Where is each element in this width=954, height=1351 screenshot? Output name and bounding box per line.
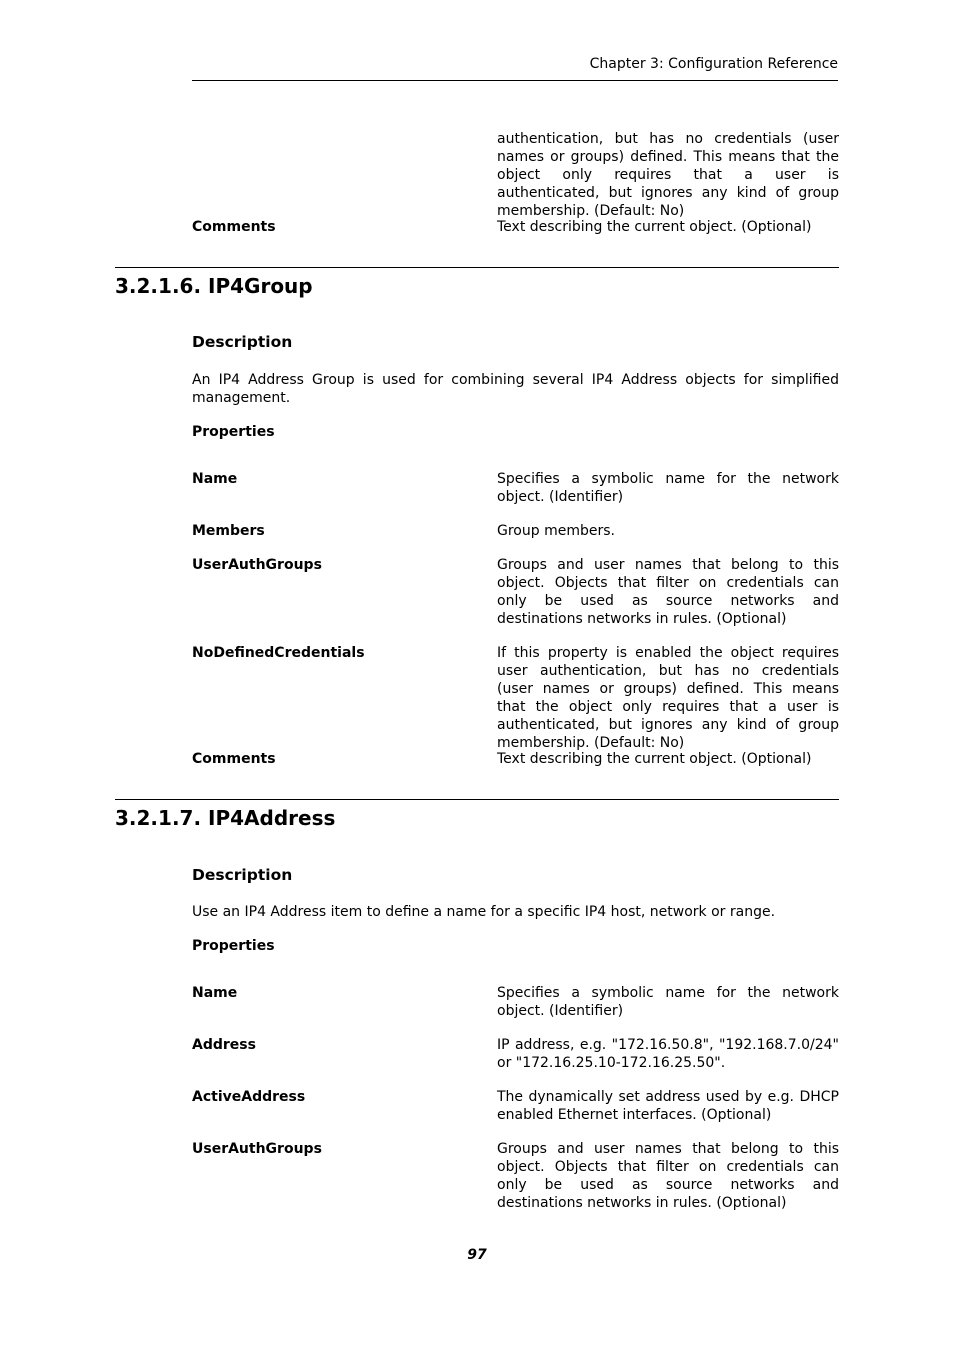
- chapter-title: Chapter 3: Configuration Reference: [589, 56, 838, 72]
- property-desc-name: Specifies a symbolic name for the network object. (Identifier): [497, 985, 839, 1019]
- section-divider: [115, 799, 839, 800]
- property-desc-name: Specifies a symbolic name for the network object. (Identifier): [497, 471, 839, 505]
- description-heading: Description: [192, 333, 293, 351]
- property-label-userauthgroups: UserAuthGroups: [192, 557, 322, 573]
- property-label-comments: Comments: [192, 219, 276, 235]
- running-header: [192, 54, 838, 81]
- property-desc-userauthgroups: Groups and user names that belong to this object. Objects that filter on credentials can only be used as source networks and destinations networks in rules. (Optional): [497, 1141, 839, 1211]
- properties-heading: Properties: [192, 938, 275, 954]
- property-label-activeaddress: ActiveAddress: [192, 1089, 306, 1105]
- property-desc-userauthgroups: Groups and user names that belong to this object. Objects that filter on credentials can only be used as source networks and destinations networks in rules. (Optional): [497, 557, 839, 627]
- property-label-name: Name: [192, 471, 238, 487]
- description-text: An IP4 Address Group is used for combining several IP4 Address objects for simplified management.: [192, 372, 839, 406]
- property-label-address: Address: [192, 1037, 256, 1053]
- property-label-userauthgroups: UserAuthGroups: [192, 1141, 322, 1157]
- description-heading: Description: [192, 866, 293, 884]
- property-label-comments: Comments: [192, 751, 276, 767]
- property-desc-members: Group members.: [497, 523, 615, 539]
- section-title-ip4group: 3.2.1.6. IP4Group: [115, 274, 313, 298]
- description-text: Use an IP4 Address item to define a name for a specific IP4 host, network or range.: [192, 904, 776, 920]
- property-desc-address: IP address, e.g. "172.16.50.8", "192.168.7.0/24" or "172.16.25.10-172.16.25.50".: [497, 1037, 839, 1071]
- section-title-ip4address: 3.2.1.7. IP4Address: [115, 806, 336, 830]
- property-label-name: Name: [192, 985, 238, 1001]
- property-label-nodefinedcredentials: NoDefinedCredentials: [192, 645, 365, 661]
- page-number: 97: [467, 1247, 487, 1263]
- property-desc-comments: Text describing the current object. (Optional): [497, 219, 812, 235]
- property-desc-comments: Text describing the current object. (Optional): [497, 751, 812, 767]
- continued-description: authentication, but has no credentials (user names or groups) defined. This means that the object only requires that a user is authenticated, but ignores any kind of group membership. (Default: No): [497, 131, 839, 219]
- properties-heading: Properties: [192, 424, 275, 440]
- property-label-members: Members: [192, 523, 265, 539]
- property-desc-nodefinedcredentials: If this property is enabled the object requires user authentication, but has no credentials (user names or groups) defined. This means that the object only requires that a user is authenticated, but ignores any kind of group membership. (Default: No): [497, 645, 839, 751]
- section-divider: [115, 267, 839, 268]
- property-desc-activeaddress: The dynamically set address used by e.g. DHCP enabled Ethernet interfaces. (Optional): [497, 1089, 839, 1123]
